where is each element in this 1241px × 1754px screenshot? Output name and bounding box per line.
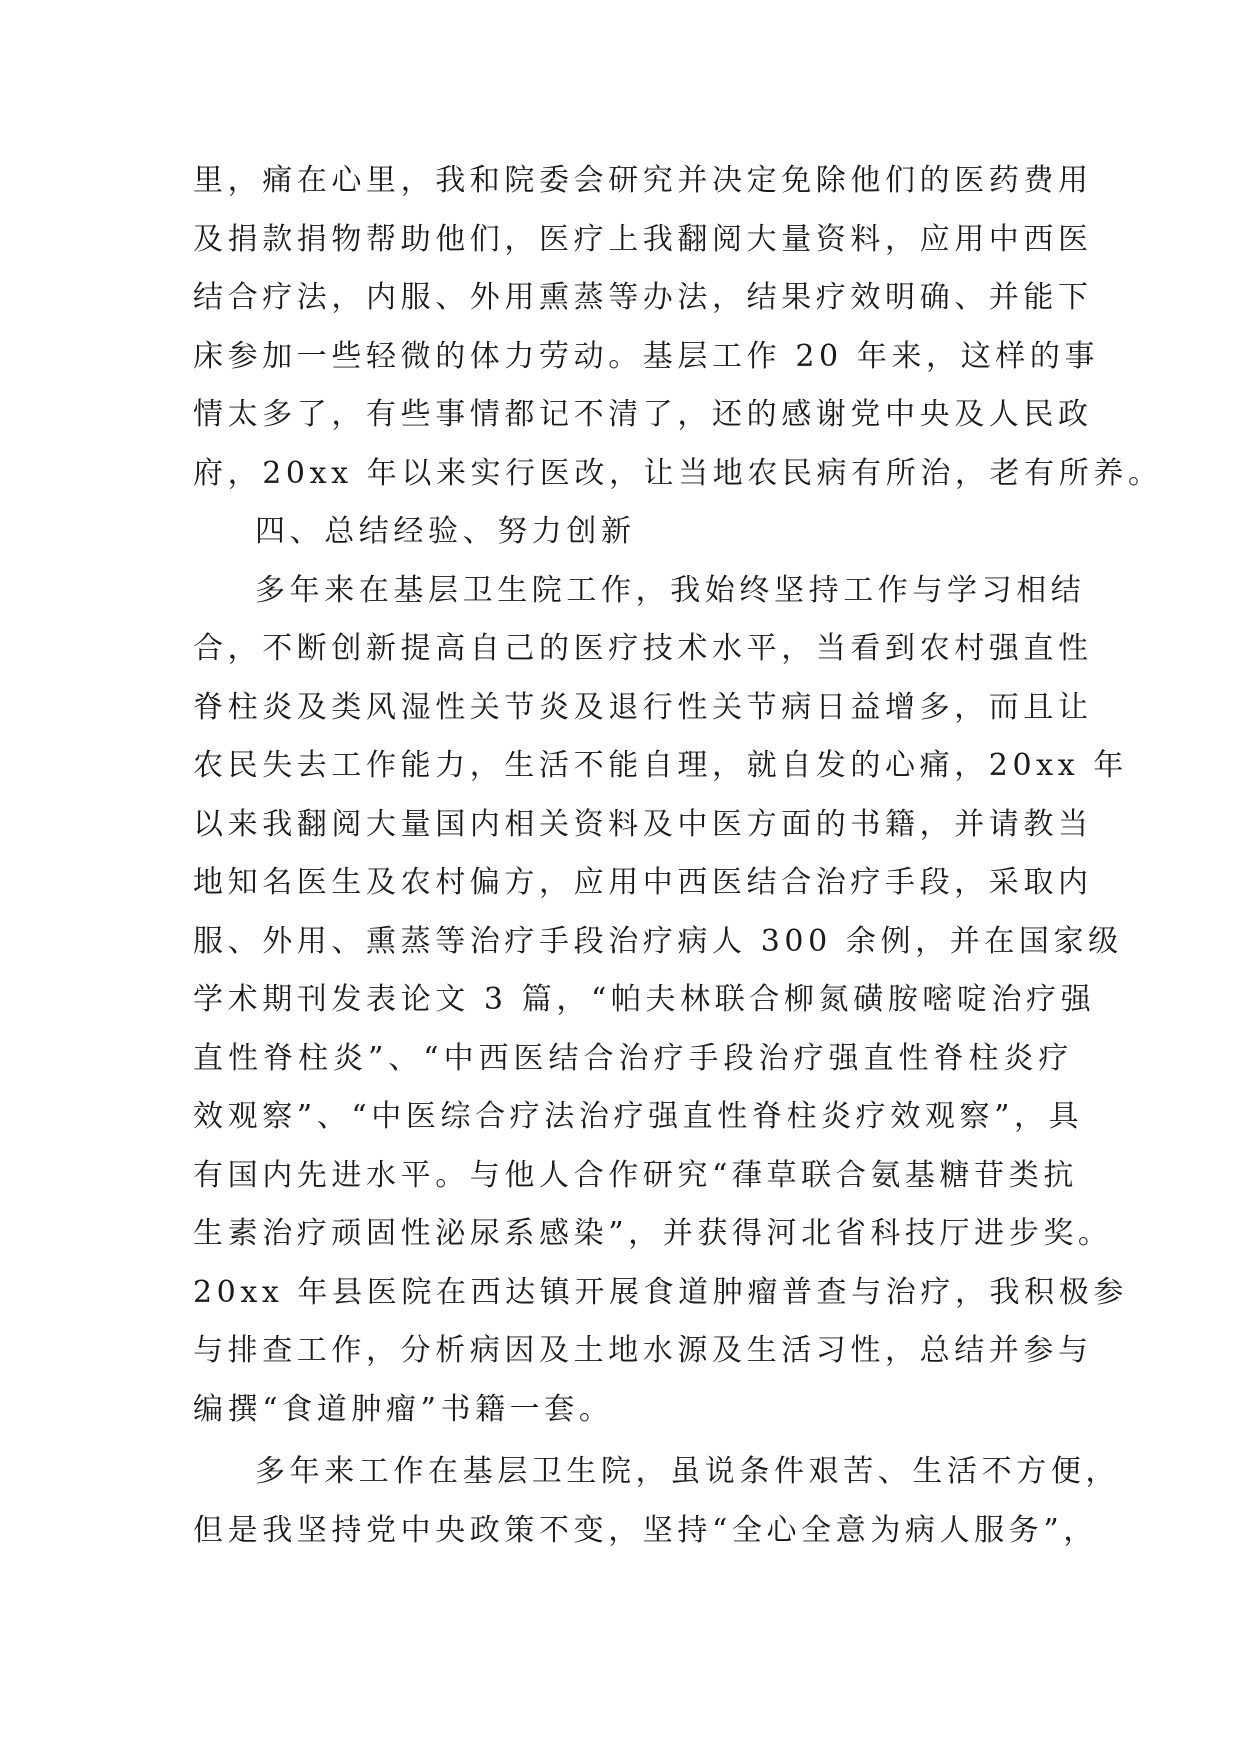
text-line: 地知名医生及农村偏方，应用中西医结合治疗手段，采取内 — [193, 865, 1093, 900]
text-line: 编撰“食道肿瘤”书籍一套。 — [193, 1391, 614, 1427]
text-line: 脊柱炎及类风湿性关节炎及退行性关节病日益增多，而且让 — [193, 689, 1093, 725]
text-line: 以来我翻阅大量国内相关资料及中医方面的书籍，并请教当 — [193, 806, 1093, 842]
paragraph-continuation — [193, 152, 1163, 503]
text-line: 床参加一些轻微的体力劳动。基层工作 20 年来，这样的事 — [193, 338, 1100, 374]
text-line: 生素治疗顽固性泌尿系感染”，并获得河北省科技厅进步奖。 — [193, 1216, 1113, 1251]
text-line: 府，20xx 年以来实行医改，让当地农民病有所治，老有所养。 — [193, 455, 1163, 491]
document-body — [193, 152, 1163, 1560]
text-line: 合，不断创新提高自己的医疗技术水平，当看到农村强直性 — [193, 631, 1093, 666]
text-line: 20xx 年县医院在西达镇开展食道肿瘤普查与治疗，我积极参 — [193, 1274, 1128, 1310]
text-line: 情太多了，有些事情都记不清了，还的感谢党中央及人民政 — [193, 397, 1093, 432]
text-line: 与排查工作，分析病因及土地水源及生活习性，总结并参与 — [193, 1333, 1093, 1368]
text-line: 服、外用、熏蒸等治疗手段治疗病人 300 余例，并在国家级 — [193, 923, 1123, 959]
text-line: 直性脊柱炎”、“中西医结合治疗手段治疗强直性脊柱炎疗 — [193, 1040, 1073, 1076]
text-line: 农民失去工作能力，生活不能自理，就自发的心痛，20xx 年 — [193, 748, 1128, 783]
text-line: 多年来在基层卫生院工作，我始终坚持工作与学习相结 — [255, 572, 1086, 608]
paragraph-body — [193, 1443, 1120, 1560]
text-line: 效观察”、“中医综合疗法治疗强直性脊柱炎疗效观察”，具 — [193, 1099, 1084, 1134]
text-line: 学术期刊发表论文 3 篇，“帕夫林联合柳氮磺胺嘧啶治疗强 — [193, 982, 1096, 1017]
section-heading — [193, 503, 1073, 562]
text-line: 结合疗法，内服、外用熏蒸等办法，结果疗效明确、并能下 — [193, 280, 1093, 315]
text-line: 里，痛在心里，我和院委会研究并决定免除他们的医药费用 — [193, 163, 1093, 198]
text-line: 多年来工作在基层卫生院，虽说条件艰苦、生活不方便， — [255, 1454, 1120, 1489]
text-line: 及捐款捐物帮助他们，医疗上我翻阅大量资料，应用中西医 — [193, 221, 1093, 257]
text-line: 但是我坚持党中央政策不变，坚持“全心全意为病人服务”， — [193, 1512, 1098, 1548]
text-line: 有国内先进水平。与他人合作研究“葎草联合氨基糖苷类抗 — [193, 1157, 1078, 1193]
heading-text: 四、总结经验、努力创新 — [255, 514, 636, 549]
paragraph-body — [193, 562, 1128, 1440]
